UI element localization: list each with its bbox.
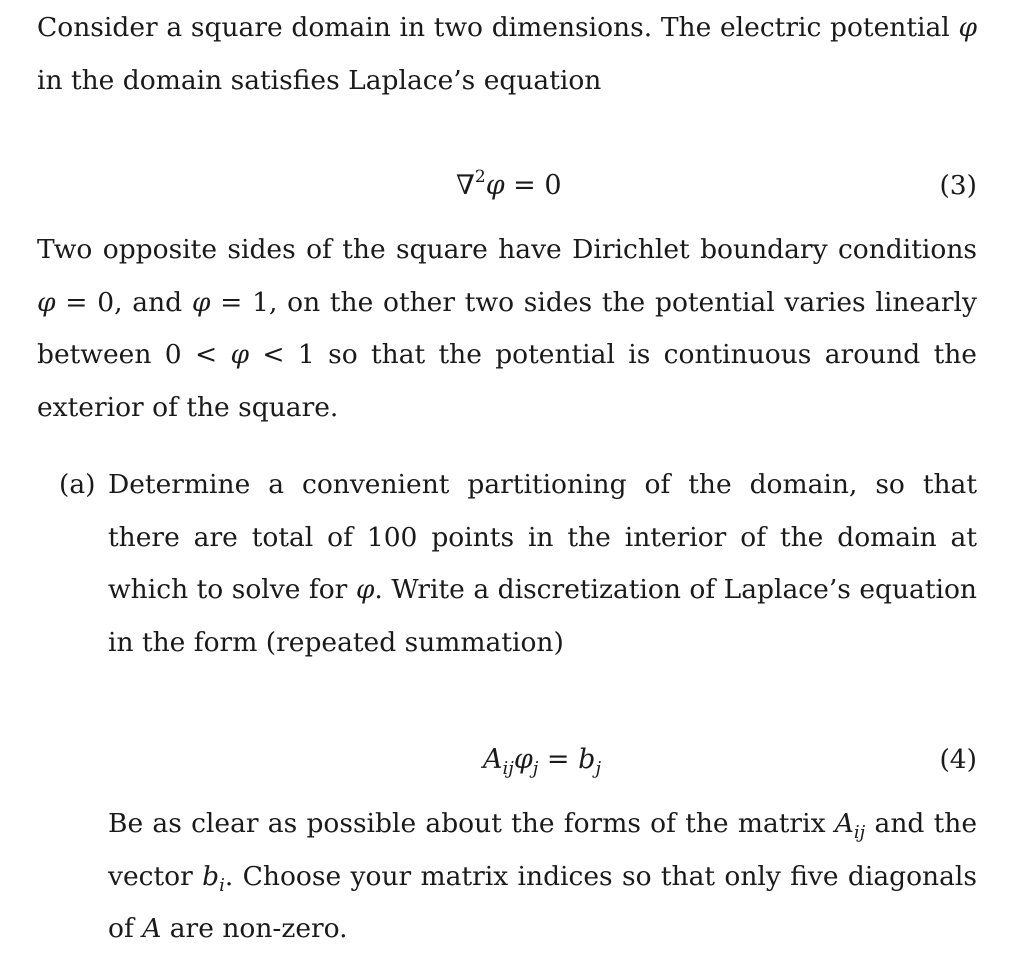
phi-subscript: j xyxy=(532,758,539,779)
phi-symbol: φ xyxy=(37,286,56,318)
matrix-equation-body xyxy=(483,734,601,786)
vector-b: b xyxy=(202,860,220,892)
closing-text-c: . Choose your matrix indices so that only five diagonals of xyxy=(108,860,977,944)
matrix-A-subscript: ij xyxy=(853,822,866,843)
vector-b-subscript: i xyxy=(219,874,225,896)
equation-number-3: (3) xyxy=(939,170,977,201)
boundary-text-b: on the other two sides the potential varies linearly between xyxy=(37,286,977,370)
part-a-text-b: . Write a discretization of Laplace’s equation in the form (repeated summation) xyxy=(108,574,977,658)
intro-paragraph xyxy=(37,2,977,107)
phi-symbol: φ xyxy=(958,12,977,43)
phi-symbol: φ xyxy=(355,574,375,605)
equation-number-4: (4) xyxy=(939,744,977,775)
power-two: 2 xyxy=(474,167,486,187)
closing-text-d: are non-zero. xyxy=(161,913,348,944)
boundary-and: and xyxy=(122,286,192,318)
phi-symbol: φ xyxy=(513,744,533,775)
matrix-A-subscript: ij xyxy=(502,758,514,779)
vector-b-subscript: j xyxy=(595,758,602,779)
matrix-equation xyxy=(0,734,1024,786)
vector-b: b xyxy=(578,744,596,775)
intro-text-a: Consider a square domain in two dimensions. The electric potential xyxy=(37,12,959,43)
phi-symbol: φ xyxy=(485,170,505,201)
nabla-symbol: ∇ xyxy=(456,170,475,201)
equals-sign: = xyxy=(538,744,579,775)
boundary-text-c: so that the potential is continuous around the exterior of the square. xyxy=(37,339,977,423)
intro-text-b: in the domain satisfies Laplace’s equation xyxy=(37,64,602,96)
matrix-A: A xyxy=(834,808,854,839)
boundary-paragraph xyxy=(37,224,977,434)
range-upper: < 1 xyxy=(249,339,315,370)
boundary-eq-zero: = 0, xyxy=(55,286,123,318)
laplace-equation xyxy=(0,160,1024,212)
matrix-A: A xyxy=(483,744,503,775)
phi-symbol: φ xyxy=(191,286,211,318)
part-a-text-a: Determine a convenient partitioning of the domain, so that there are total of 100 points in the interior of the domain at which to solve for xyxy=(108,469,977,605)
part-a-paragraph xyxy=(108,459,977,669)
laplace-equation-body xyxy=(456,160,562,212)
boundary-eq-one: = 1, xyxy=(210,286,278,318)
matrix-A: A xyxy=(142,913,162,944)
closing-paragraph xyxy=(108,798,977,956)
closing-text-a: Be as clear as possible about the forms of the matrix xyxy=(108,808,835,839)
closing-text-b: and the vector xyxy=(108,808,978,892)
equation-rhs: = 0 xyxy=(504,170,562,201)
boundary-text-a: Two opposite sides of the square have Dirichlet boundary conditions xyxy=(37,234,977,265)
range-lower: 0 < xyxy=(164,339,231,370)
phi-symbol: φ xyxy=(230,339,250,370)
part-a-label: (a) xyxy=(59,469,96,500)
